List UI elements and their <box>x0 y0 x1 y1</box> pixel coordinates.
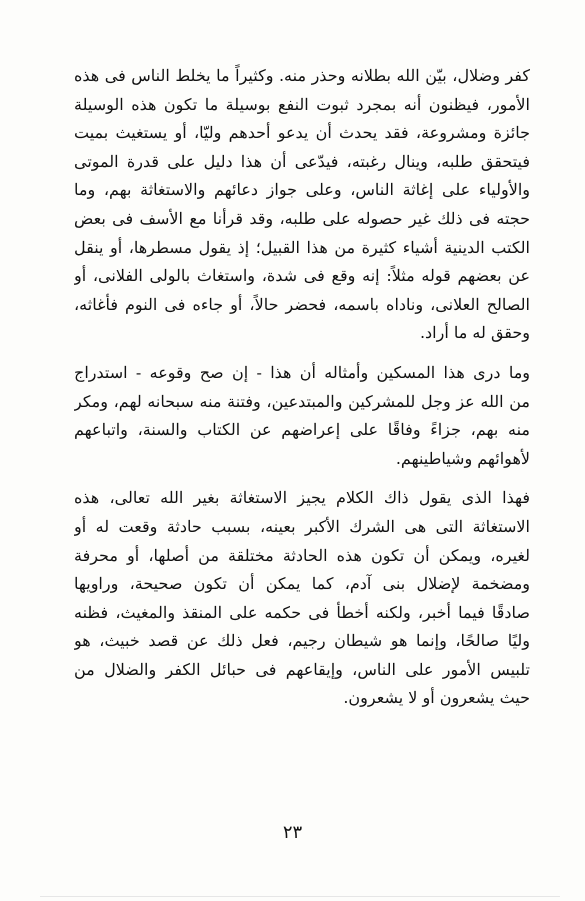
body-text <box>74 62 530 713</box>
text-line: عن بعضهم قوله مثلاً: إنه وقع فى شدة، واستغاث بالولى الفلانى، أو <box>74 266 530 286</box>
paragraph-3 <box>74 484 530 713</box>
text-line: لأهوائهم وشياطينهم. <box>395 448 530 468</box>
text-line: وليًا صالحًا، وإنما هو شيطان رجيم، فعل ذلك عن قصد خبيث، هو <box>74 631 530 651</box>
text-line: وحقق له ما أراد. <box>419 323 530 343</box>
text-line: تلبيس الأمور على الناس، وإيقاعهم فى حبائل الكفر والضلال من <box>74 659 530 679</box>
text-line: كفر وضلال، بيّن الله بطلانه وحذر منه. وكثيراً ما يخلط الناس فى هذه <box>74 66 530 85</box>
paragraph-2 <box>74 359 530 473</box>
text-line: الاستغاثة التى هى الشرك الأكبر بعينه، بسبب حادثة وقعت له أو <box>74 516 530 536</box>
text-line: وما درى هذا المسكين وأمثاله أن هذا - إن صح وقوعه - استدراج <box>74 362 530 382</box>
paragraph-1 <box>74 62 530 348</box>
text-line: صادقًا فيما أخبر، ولكنه أخطأ فى حكمه على المنقذ والمغيث، فظنه <box>74 602 530 622</box>
text-line: منه بهم، جزاءً وفاقًا على إعراضهم عن الكتاب والسنة، واتباعهم <box>74 420 530 440</box>
text-line: من الله عز وجل للمشركين والمبتدعين، وفتنة منه سبحانه لهم، ومكر <box>74 391 530 411</box>
text-line: فهذا الذى يقول ذاك الكلام يجيز الاستغاثة بغير الله تعالى، هذه <box>74 488 530 508</box>
text-line: والأولياء على إغاثة الناس، وعلى جواز دعائهم والاستغاثة بهم، وما <box>74 180 530 200</box>
page-number: ٢٣ <box>282 822 303 843</box>
text-line: حجته فى ذلك غير حصوله على طلبه، وقد قرأنا مع الأسف فى بعض <box>74 208 530 228</box>
text-line: ومضخمة لإضلال بنى آدم، كما يمكن أن تكون صحيحة، وراويها <box>74 574 530 594</box>
text-line: الكتب الدينية أشياء كثيرة من هذا القبيل؛ إذ يقول مسطرها، أو ينقل <box>74 237 530 257</box>
text-line: حيث يشعرون أو لا يشعرون. <box>343 688 530 708</box>
text-line: الصالح العلانى، وناداه باسمه، فحضر حالاً، أو جاءه فى النوم فأغاثه، <box>74 294 530 314</box>
page-edge-divider <box>40 896 560 897</box>
text-line: جائزة ومشروعة، فقد يحدث أن يدعو أحدهم وليّا، أو يستغيث بميت <box>74 123 530 143</box>
text-line: لغيره، ويمكن أن تكون هذه الحادثة مختلقة من أصلها، أو محرفة <box>74 545 530 565</box>
text-line: فيتحقق طلبه، وينال رغبته، فيدّعى أن هذا دليل على قدرة الموتى <box>74 151 530 171</box>
text-line: الأمور، فيظنون أنه بمجرد ثبوت النفع بوسيلة ما تكون هذه الوسيلة <box>74 94 530 114</box>
